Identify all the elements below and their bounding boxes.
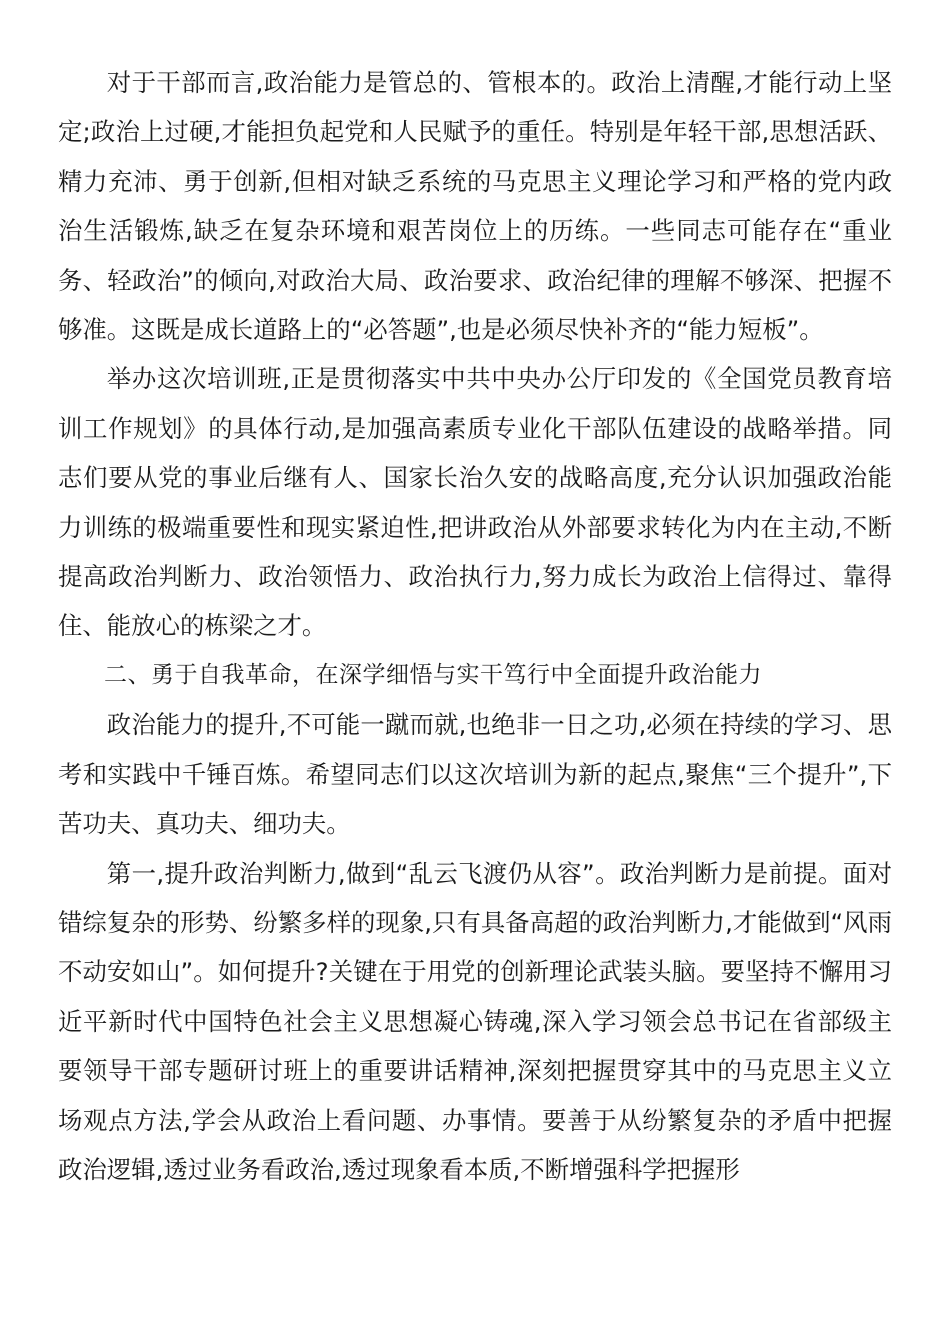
section-heading: 二、勇于自我革命，在深学细悟与实干笃行中全面提升政治能力 [104, 661, 762, 688]
document-page [58, 58, 892, 1194]
paragraph-political-judgment: 第一,提升政治判断力,做到“乱云飞渡仍从容”。政治判断力是前提。面对错综复杂的形势、纷繁多样的现象,只有具备高超的政治判断力,才能做到“风雨不动安如山”。如何提升?关键在于用党的创新理论武装头脑。要坚持不懈用习近平新时代中国特色社会主义思想凝心铸魂,深入学习领会总书记在省部级主要领导干部专题研讨班上的重要讲话精神,深刻把握贯穿其中的马克思主义立场观点方法,学会从政治上看问题、办事情。要善于从纷繁复杂的矛盾中把握政治逻辑,透过业务看政治,透过现象看本质,不断增强科学把握形 [58, 858, 892, 1184]
paragraph-training-purpose: 举办这次培训班,正是贯彻落实中共中央办公厅印发的《全国党员教育培训工作规划》的具体行动,是加强高素质专业化干部队伍建设的战略举措。同志们要从党的事业后继有人、国家长治久安的战略高度,充分认识加强政治能力训练的极端重要性和现实紧迫性,把讲政治从外部要求转化为内在主动,不断提高政治判断力、政治领悟力、政治执行力,努力成长为政治上信得过、靠得住、能放心的栋梁之才。 [58, 364, 892, 641]
paragraph-improvement-intro: 政治能力的提升,不可能一蹴而就,也绝非一日之功,必须在持续的学习、思考和实践中千锤百炼。希望同志们以这次培训为新的起点,聚焦“三个提升”,下苦功夫、真功夫、细功夫。 [58, 710, 892, 839]
paragraph-political-ability: 对于干部而言,政治能力是管总的、管根本的。政治上清醒,才能行动上坚定;政治上过硬,才能担负起党和人民赋予的重任。特别是年轻干部,思想活跃、精力充沛、勇于创新,但相对缺乏系统的马克思主义理论学习和严格的党内政治生活锻炼,缺乏在复杂环境和艰苦岗位上的历练。一些同志可能存在“重业务、轻政治”的倾向,对政治大局、政治要求、政治纪律的理解不够深、把握不够准。这既是成长道路上的“必答题”,也是必须尽快补齐的“能力短板”。 [58, 68, 892, 345]
